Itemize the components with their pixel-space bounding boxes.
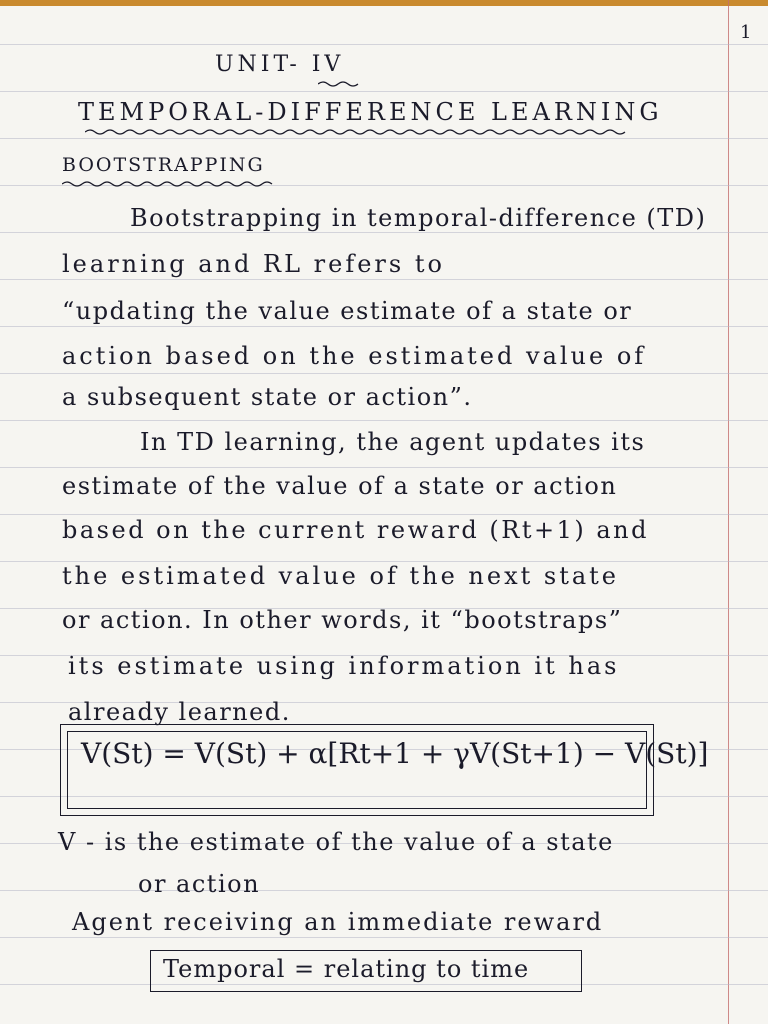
temporal-definition: Temporal = relating to time — [163, 955, 530, 983]
body-line: based on the current reward (Rt+1) and — [62, 516, 649, 544]
ruled-line — [0, 890, 768, 891]
body-line: In TD learning, the agent updates its — [140, 428, 646, 456]
ruled-line — [0, 420, 768, 421]
formula-box — [60, 724, 709, 816]
ruled-line — [0, 326, 768, 327]
page-number: 1 — [740, 22, 752, 43]
ruled-line — [0, 514, 768, 515]
body-line: the estimated value of the next state — [62, 562, 619, 590]
ruled-line — [0, 467, 768, 468]
ruled-line — [0, 232, 768, 233]
body-line: already learned. — [68, 698, 291, 726]
note-line: V - is the estimate of the value of a state — [58, 828, 614, 856]
main-title-underline — [85, 128, 633, 136]
note-line: or action — [138, 870, 261, 898]
body-line: “updating the value estimate of a state or — [62, 297, 633, 325]
ruled-line — [0, 44, 768, 45]
body-line: or action. In other words, it “bootstraps” — [62, 606, 623, 634]
ruled-line — [0, 138, 768, 139]
section-title: BOOTSTRAPPING — [62, 154, 265, 176]
ruled-line — [0, 279, 768, 280]
body-line: its estimate using information it has — [68, 652, 620, 680]
section-title-underline — [62, 180, 282, 188]
body-line: action based on the estimated value of — [62, 342, 647, 370]
td-update-formula: V(St) = V(St) + α[Rt+1 + γV(St+1) − V(St)] — [81, 737, 709, 770]
ruled-line — [0, 373, 768, 374]
margin-line — [728, 0, 729, 1024]
main-title: TEMPORAL-DIFFERENCE LEARNING — [78, 98, 663, 126]
definition-box — [150, 950, 582, 992]
page-top-edge — [0, 0, 768, 6]
body-line: Bootstrapping in temporal-difference (TD) — [130, 204, 707, 232]
body-line: a subsequent state or action”. — [62, 383, 473, 411]
ruled-line — [0, 91, 768, 92]
body-line: estimate of the value of a state or action — [62, 472, 618, 500]
note-line: Agent receiving an immediate reward — [72, 908, 604, 936]
unit-underline — [318, 80, 360, 88]
ruled-line — [0, 937, 768, 938]
body-line: learning and RL refers to — [62, 250, 445, 278]
unit-title: UNIT- IV — [215, 52, 345, 77]
